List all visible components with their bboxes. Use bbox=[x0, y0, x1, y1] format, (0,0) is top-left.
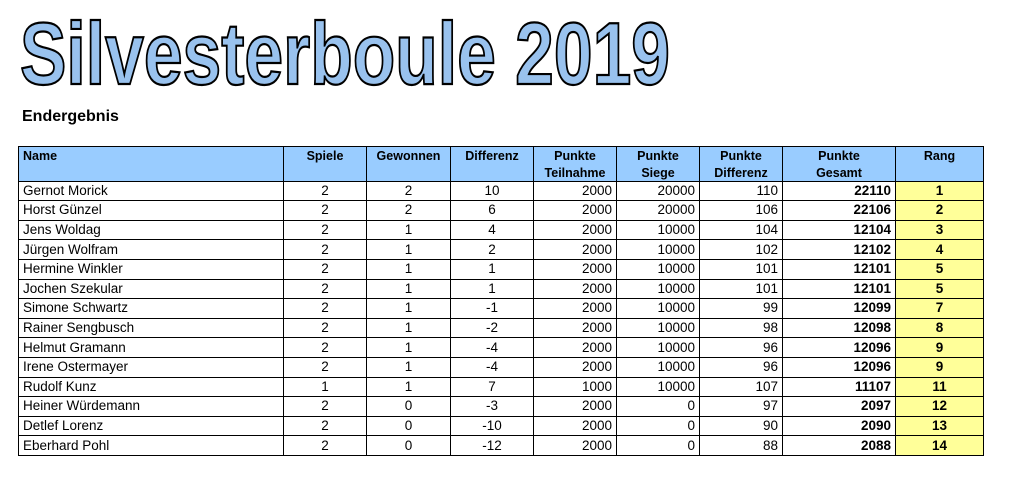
results-body bbox=[19, 181, 984, 455]
header-row-top bbox=[19, 147, 984, 166]
cell-gewonnen: 1 bbox=[367, 318, 451, 338]
cell-gewonnen: 0 bbox=[367, 397, 451, 417]
cell-punkte-differenz: 88 bbox=[700, 436, 783, 456]
cell-gewonnen: 1 bbox=[367, 299, 451, 319]
cell-rang: 4 bbox=[896, 240, 984, 260]
table-row bbox=[19, 357, 984, 377]
cell-punkte-gesamt: 2097 bbox=[783, 397, 896, 417]
cell-name: Jürgen Wolfram bbox=[19, 240, 284, 260]
cell-spiele: 2 bbox=[284, 397, 367, 417]
cell-punkte-gesamt: 12104 bbox=[783, 220, 896, 240]
table-row bbox=[19, 240, 984, 260]
cell-gewonnen: 1 bbox=[367, 240, 451, 260]
cell-spiele: 2 bbox=[284, 357, 367, 377]
cell-spiele: 2 bbox=[284, 240, 367, 260]
cell-rang: 13 bbox=[896, 416, 984, 436]
cell-punkte-teilnahme: 2000 bbox=[534, 397, 617, 417]
cell-punkte-teilnahme: 2000 bbox=[534, 259, 617, 279]
col-header-blank bbox=[451, 166, 534, 182]
cell-name: Horst Günzel bbox=[19, 201, 284, 221]
cell-spiele: 2 bbox=[284, 201, 367, 221]
cell-punkte-gesamt: 12099 bbox=[783, 299, 896, 319]
cell-rang: 12 bbox=[896, 397, 984, 417]
cell-name: Eberhard Pohl bbox=[19, 436, 284, 456]
cell-differenz: -3 bbox=[451, 397, 534, 417]
col-header-punkte-differenz: Punkte bbox=[700, 147, 783, 166]
col-header-spiele: Spiele bbox=[284, 147, 367, 166]
table-row bbox=[19, 318, 984, 338]
cell-punkte-gesamt: 2090 bbox=[783, 416, 896, 436]
cell-differenz: -2 bbox=[451, 318, 534, 338]
cell-punkte-siege: 0 bbox=[617, 416, 700, 436]
col-header-gewonnen: Gewonnen bbox=[367, 147, 451, 166]
cell-spiele: 2 bbox=[284, 181, 367, 201]
cell-differenz: -4 bbox=[451, 338, 534, 358]
subtitle: Endergebnis bbox=[22, 108, 119, 125]
cell-gewonnen: 0 bbox=[367, 416, 451, 436]
cell-gewonnen: 1 bbox=[367, 338, 451, 358]
cell-gewonnen: 2 bbox=[367, 201, 451, 221]
cell-spiele: 2 bbox=[284, 299, 367, 319]
cell-punkte-teilnahme: 2000 bbox=[534, 338, 617, 358]
col-header-rang: Rang bbox=[896, 147, 984, 166]
cell-punkte-teilnahme: 2000 bbox=[534, 357, 617, 377]
table-row bbox=[19, 220, 984, 240]
cell-punkte-siege: 10000 bbox=[617, 357, 700, 377]
cell-punkte-gesamt: 22106 bbox=[783, 201, 896, 221]
col-header-differenz-sub: Differenz bbox=[700, 166, 783, 182]
cell-punkte-siege: 10000 bbox=[617, 299, 700, 319]
cell-differenz: 2 bbox=[451, 240, 534, 260]
table-row bbox=[19, 279, 984, 299]
cell-punkte-siege: 0 bbox=[617, 436, 700, 456]
cell-punkte-teilnahme: 2000 bbox=[534, 240, 617, 260]
col-header-punkte-siege: Punkte bbox=[617, 147, 700, 166]
cell-punkte-gesamt: 2088 bbox=[783, 436, 896, 456]
cell-gewonnen: 1 bbox=[367, 279, 451, 299]
cell-punkte-siege: 10000 bbox=[617, 259, 700, 279]
cell-differenz: -12 bbox=[451, 436, 534, 456]
col-header-name: Name bbox=[19, 147, 284, 166]
cell-spiele: 2 bbox=[284, 279, 367, 299]
cell-differenz: 1 bbox=[451, 279, 534, 299]
cell-rang: 9 bbox=[896, 338, 984, 358]
col-header-blank bbox=[367, 166, 451, 182]
col-header-blank bbox=[19, 166, 284, 182]
cell-punkte-differenz: 96 bbox=[700, 338, 783, 358]
cell-punkte-differenz: 110 bbox=[700, 181, 783, 201]
col-header-gesamt: Gesamt bbox=[783, 166, 896, 182]
table-row bbox=[19, 338, 984, 358]
cell-punkte-gesamt: 12096 bbox=[783, 338, 896, 358]
cell-punkte-siege: 0 bbox=[617, 397, 700, 417]
cell-punkte-teilnahme: 2000 bbox=[534, 279, 617, 299]
cell-punkte-gesamt: 12096 bbox=[783, 357, 896, 377]
cell-rang: 8 bbox=[896, 318, 984, 338]
cell-rang: 5 bbox=[896, 259, 984, 279]
cell-punkte-gesamt: 12101 bbox=[783, 259, 896, 279]
cell-punkte-gesamt: 22110 bbox=[783, 181, 896, 201]
cell-punkte-gesamt: 11107 bbox=[783, 377, 896, 397]
cell-rang: 3 bbox=[896, 220, 984, 240]
cell-differenz: -4 bbox=[451, 357, 534, 377]
cell-punkte-gesamt: 12098 bbox=[783, 318, 896, 338]
cell-name: Rudolf Kunz bbox=[19, 377, 284, 397]
cell-punkte-gesamt: 12101 bbox=[783, 279, 896, 299]
cell-name: Rainer Sengbusch bbox=[19, 318, 284, 338]
cell-rang: 9 bbox=[896, 357, 984, 377]
table-row bbox=[19, 259, 984, 279]
cell-punkte-teilnahme: 2000 bbox=[534, 181, 617, 201]
cell-punkte-siege: 10000 bbox=[617, 240, 700, 260]
page-title bbox=[16, 4, 676, 103]
cell-name: Irene Ostermayer bbox=[19, 357, 284, 377]
cell-name: Detlef Lorenz bbox=[19, 416, 284, 436]
cell-spiele: 2 bbox=[284, 416, 367, 436]
table-row bbox=[19, 397, 984, 417]
title-text: Silvesterboule 2019 bbox=[20, 4, 670, 103]
cell-punkte-siege: 10000 bbox=[617, 279, 700, 299]
cell-punkte-teilnahme: 2000 bbox=[534, 299, 617, 319]
cell-punkte-teilnahme: 2000 bbox=[534, 220, 617, 240]
cell-name: Heiner Würdemann bbox=[19, 397, 284, 417]
cell-punkte-differenz: 107 bbox=[700, 377, 783, 397]
cell-punkte-differenz: 90 bbox=[700, 416, 783, 436]
cell-name: Jens Woldag bbox=[19, 220, 284, 240]
table-row bbox=[19, 436, 984, 456]
cell-punkte-teilnahme: 2000 bbox=[534, 201, 617, 221]
cell-name: Hermine Winkler bbox=[19, 259, 284, 279]
cell-punkte-differenz: 101 bbox=[700, 259, 783, 279]
cell-differenz: -10 bbox=[451, 416, 534, 436]
table-row bbox=[19, 299, 984, 319]
header-row-bottom bbox=[19, 166, 984, 182]
cell-rang: 7 bbox=[896, 299, 984, 319]
table-row bbox=[19, 201, 984, 221]
cell-spiele: 2 bbox=[284, 220, 367, 240]
cell-rang: 11 bbox=[896, 377, 984, 397]
col-header-punkte-teilnahme: Punkte bbox=[534, 147, 617, 166]
cell-punkte-siege: 10000 bbox=[617, 377, 700, 397]
cell-name: Gernot Morick bbox=[19, 181, 284, 201]
col-header-differenz: Differenz bbox=[451, 147, 534, 166]
cell-spiele: 2 bbox=[284, 318, 367, 338]
cell-punkte-differenz: 104 bbox=[700, 220, 783, 240]
cell-rang: 1 bbox=[896, 181, 984, 201]
table-row bbox=[19, 181, 984, 201]
cell-spiele: 1 bbox=[284, 377, 367, 397]
cell-gewonnen: 1 bbox=[367, 377, 451, 397]
cell-name: Simone Schwartz bbox=[19, 299, 284, 319]
cell-spiele: 2 bbox=[284, 338, 367, 358]
cell-punkte-siege: 10000 bbox=[617, 318, 700, 338]
cell-punkte-differenz: 106 bbox=[700, 201, 783, 221]
cell-gewonnen: 2 bbox=[367, 181, 451, 201]
cell-name: Jochen Szekular bbox=[19, 279, 284, 299]
cell-differenz: 4 bbox=[451, 220, 534, 240]
cell-punkte-differenz: 99 bbox=[700, 299, 783, 319]
cell-rang: 14 bbox=[896, 436, 984, 456]
cell-punkte-differenz: 96 bbox=[700, 357, 783, 377]
cell-gewonnen: 0 bbox=[367, 436, 451, 456]
cell-differenz: -1 bbox=[451, 299, 534, 319]
cell-punkte-teilnahme: 1000 bbox=[534, 377, 617, 397]
col-header-siege: Siege bbox=[617, 166, 700, 182]
cell-punkte-gesamt: 12102 bbox=[783, 240, 896, 260]
cell-differenz: 6 bbox=[451, 201, 534, 221]
title-graphic bbox=[16, 4, 676, 103]
cell-punkte-siege: 20000 bbox=[617, 181, 700, 201]
cell-differenz: 1 bbox=[451, 259, 534, 279]
cell-punkte-differenz: 102 bbox=[700, 240, 783, 260]
col-header-blank bbox=[896, 166, 984, 182]
table-row bbox=[19, 377, 984, 397]
cell-punkte-differenz: 101 bbox=[700, 279, 783, 299]
cell-punkte-teilnahme: 2000 bbox=[534, 416, 617, 436]
cell-punkte-siege: 20000 bbox=[617, 201, 700, 221]
results-table bbox=[18, 146, 984, 456]
cell-punkte-differenz: 98 bbox=[700, 318, 783, 338]
cell-differenz: 7 bbox=[451, 377, 534, 397]
col-header-punkte-gesamt: Punkte bbox=[783, 147, 896, 166]
cell-spiele: 2 bbox=[284, 259, 367, 279]
cell-gewonnen: 1 bbox=[367, 220, 451, 240]
col-header-teilnahme: Teilnahme bbox=[534, 166, 617, 182]
col-header-blank bbox=[284, 166, 367, 182]
cell-punkte-differenz: 97 bbox=[700, 397, 783, 417]
cell-differenz: 10 bbox=[451, 181, 534, 201]
cell-punkte-siege: 10000 bbox=[617, 338, 700, 358]
cell-punkte-teilnahme: 2000 bbox=[534, 318, 617, 338]
cell-rang: 2 bbox=[896, 201, 984, 221]
cell-rang: 5 bbox=[896, 279, 984, 299]
cell-gewonnen: 1 bbox=[367, 357, 451, 377]
cell-punkte-teilnahme: 2000 bbox=[534, 436, 617, 456]
cell-name: Helmut Gramann bbox=[19, 338, 284, 358]
cell-punkte-siege: 10000 bbox=[617, 220, 700, 240]
table-row bbox=[19, 416, 984, 436]
cell-gewonnen: 1 bbox=[367, 259, 451, 279]
cell-spiele: 2 bbox=[284, 436, 367, 456]
